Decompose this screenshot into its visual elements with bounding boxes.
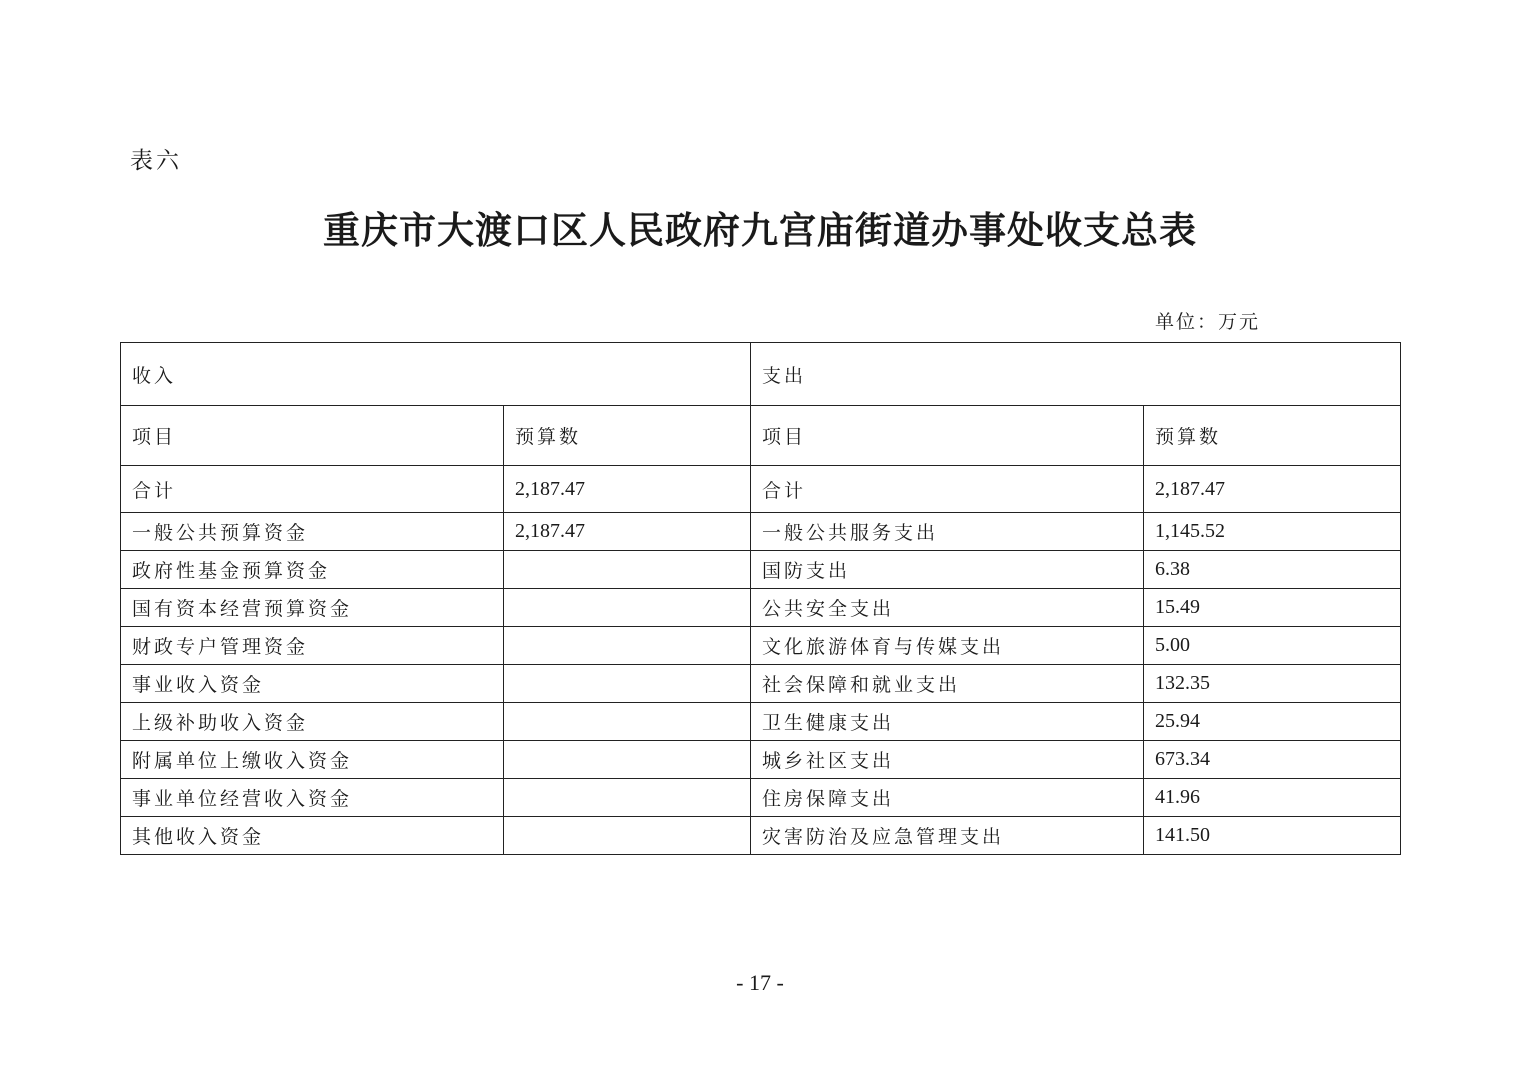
expense-amount-cell: 1,145.52 <box>1144 513 1401 551</box>
table-row <box>121 589 1401 627</box>
income-amount-cell: 2,187.47 <box>504 513 751 551</box>
income-item-cell: 事业收入资金 <box>121 665 504 703</box>
income-amount-cell <box>504 627 751 665</box>
expense-item-cell: 文化旅游体育与传媒支出 <box>751 627 1144 665</box>
table-row <box>121 779 1401 817</box>
income-item-cell: 上级补助收入资金 <box>121 703 504 741</box>
section-header-row <box>121 343 1401 406</box>
table-row <box>121 741 1401 779</box>
table-row <box>121 551 1401 589</box>
income-section-header: 收入 <box>121 343 751 406</box>
expense-item-cell: 灾害防治及应急管理支出 <box>751 817 1144 855</box>
expense-item-cell: 卫生健康支出 <box>751 703 1144 741</box>
income-item-cell: 其他收入资金 <box>121 817 504 855</box>
income-amount-cell <box>504 703 751 741</box>
expense-item-cell: 社会保障和就业支出 <box>751 665 1144 703</box>
expense-amount-cell: 25.94 <box>1144 703 1401 741</box>
expense-item-cell: 一般公共服务支出 <box>751 513 1144 551</box>
table-row <box>121 817 1401 855</box>
income-amount-cell <box>504 551 751 589</box>
column-header-row <box>121 406 1401 466</box>
income-amount-cell <box>504 665 751 703</box>
expense-amount-cell: 5.00 <box>1144 627 1401 665</box>
document-title: 重庆市大渡口区人民政府九宫庙街道办事处收支总表 <box>323 208 1197 252</box>
expense-amount-cell: 141.50 <box>1144 817 1401 855</box>
expense-amount-cell: 2,187.47 <box>1144 466 1401 513</box>
expense-item-header: 项目 <box>751 406 1144 466</box>
expense-item-cell: 国防支出 <box>751 551 1144 589</box>
income-item-cell: 事业单位经营收入资金 <box>121 779 504 817</box>
table-row <box>121 513 1401 551</box>
table-row <box>121 703 1401 741</box>
expense-item-cell: 城乡社区支出 <box>751 741 1144 779</box>
income-item-header: 项目 <box>121 406 504 466</box>
income-amount-cell: 2,187.47 <box>504 466 751 513</box>
expense-amount-cell: 15.49 <box>1144 589 1401 627</box>
table-number: 表六 <box>130 148 182 174</box>
expense-amount-cell: 6.38 <box>1144 551 1401 589</box>
expense-section-header: 支出 <box>751 343 1401 406</box>
income-amount-header: 预算数 <box>504 406 751 466</box>
income-amount-cell <box>504 779 751 817</box>
income-item-cell: 政府性基金预算资金 <box>121 551 504 589</box>
expense-amount-cell: 673.34 <box>1144 741 1401 779</box>
income-amount-cell <box>504 589 751 627</box>
income-amount-cell <box>504 817 751 855</box>
expense-amount-cell: 41.96 <box>1144 779 1401 817</box>
income-item-cell: 国有资本经营预算资金 <box>121 589 504 627</box>
table-row <box>121 627 1401 665</box>
page-number: - 17 - <box>736 970 784 995</box>
income-item-cell: 财政专户管理资金 <box>121 627 504 665</box>
expense-amount-header: 预算数 <box>1144 406 1401 466</box>
expense-amount-cell: 132.35 <box>1144 665 1401 703</box>
total-row <box>121 466 1401 513</box>
income-item-cell: 一般公共预算资金 <box>121 513 504 551</box>
table-row <box>121 665 1401 703</box>
income-item-cell: 附属单位上缴收入资金 <box>121 741 504 779</box>
expense-item-cell: 公共安全支出 <box>751 589 1144 627</box>
income-item-cell: 合计 <box>121 466 504 513</box>
expense-item-cell: 住房保障支出 <box>751 779 1144 817</box>
expense-item-cell: 合计 <box>751 466 1144 513</box>
unit-label: 单位：万元 <box>1155 311 1261 333</box>
income-amount-cell <box>504 741 751 779</box>
budget-summary-table <box>120 342 1401 855</box>
